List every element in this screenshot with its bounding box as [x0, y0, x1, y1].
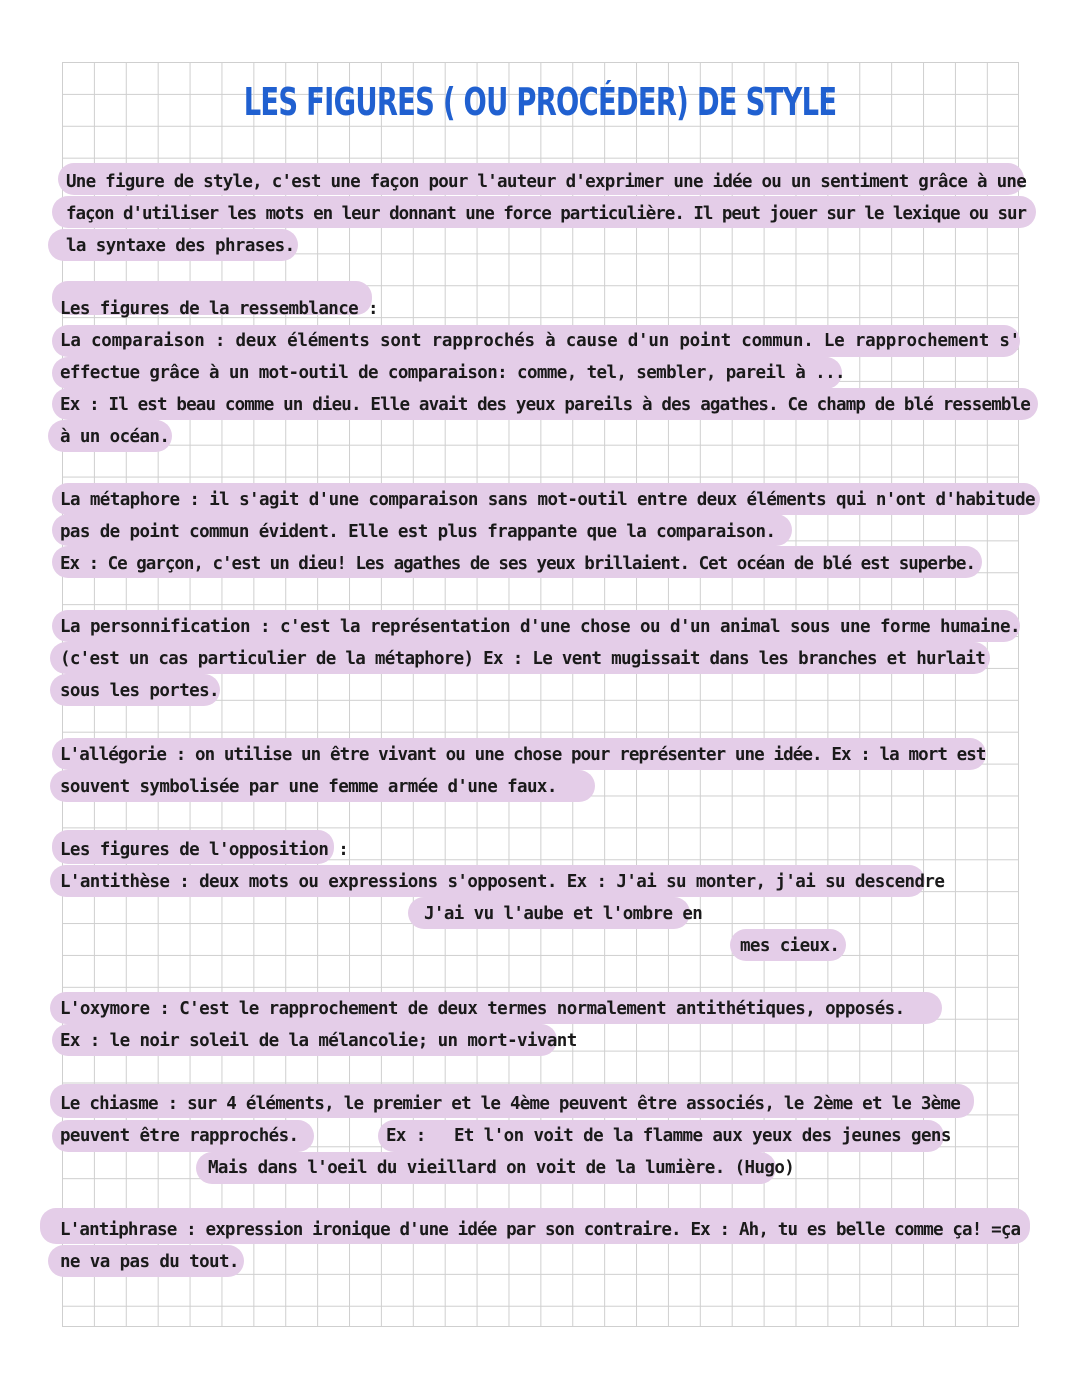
personnification-line-2: (c'est un cas particulier de la métaphore) Ex : Le vent mugissait dans les branches et hurlait — [60, 649, 986, 669]
antiphrase-line-1: L'antiphrase : expression ironique d'une idée par son contraire. Ex : Ah, tu es belle comme ça! =ça — [60, 1220, 1021, 1240]
chiasme-example-2: Mais dans l'oeil du vieillard on voit de la lumière. (Hugo) — [208, 1158, 795, 1178]
comparaison-example-1: Ex : Il est beau comme un dieu. Elle avait des yeux pareils à des agathes. Ce champ de blé ressemble — [60, 395, 1030, 415]
personnification-line-1: La personnification : c'est la représentation d'une chose ou d'un animal sous une forme humaine. — [60, 617, 1020, 637]
intro-line-2: façon d'utiliser les mots en leur donnant une force particulière. Il peut jouer sur le lexique ou sur — [66, 204, 1026, 224]
antithese-example-line-2: J'ai vu l'aube et l'ombre en — [424, 904, 703, 924]
allegorie-line-1: L'allégorie : on utilise un être vivant ou une chose pour représenter une idée. Ex : la mort est — [60, 745, 986, 765]
ressemblance-heading: Les figures de la ressemblance : — [60, 299, 378, 319]
comparaison-line-1: La comparaison : deux éléments sont rapprochés à cause d'un point commun. Le rapprochement s' — [60, 331, 1020, 351]
metaphore-line-1: La métaphore : il s'agit d'une comparaison sans mot-outil entre deux éléments qui n'ont d'habitude — [60, 490, 1035, 510]
oxymore-line-1: L'oxymore : C'est le rapprochement de deux termes normalement antithétiques, opposés. — [60, 999, 905, 1019]
comparaison-line-2: effectue grâce à un mot-outil de comparaison: comme, tel, sembler, pareil à ... — [60, 363, 845, 383]
personnification-line-3: sous les portes. — [60, 681, 219, 701]
metaphore-example: Ex : Ce garçon, c'est un dieu! Les agathes de ses yeux brillaient. Cet océan de blé est superbe. — [60, 554, 975, 574]
antithese-line-1: L'antithèse : deux mots ou expressions s'opposent. Ex : J'ai su monter, j'ai su descendre — [60, 872, 945, 892]
opposition-heading: Les figures de l'opposition : — [60, 840, 349, 860]
antiphrase-line-2: ne va pas du tout. — [60, 1252, 239, 1272]
metaphore-line-2: pas de point commun évident. Elle est plus frappante que la comparaison. — [60, 522, 776, 542]
chiasme-line-2: peuvent être rapprochés. — [60, 1126, 299, 1146]
allegorie-line-2: souvent symbolisée par une femme armée d'une faux. — [60, 777, 557, 797]
chiasme-line-1: Le chiasme : sur 4 éléments, le premier et le 4ème peuvent être associés, le 2ème et le 3ème — [60, 1094, 960, 1114]
antithese-example-line-3: mes cieux. — [740, 936, 840, 956]
oxymore-example: Ex : le noir soleil de la mélancolie; un mort-vivant — [60, 1031, 577, 1051]
chiasme-example-1: Et l'on voit de la flamme aux yeux des jeunes gens — [454, 1126, 951, 1146]
chiasme-ex-label: Ex : — [386, 1126, 426, 1146]
comparaison-example-2: à un océan. — [60, 427, 170, 447]
page-title: LES FIGURES ( OU PROCÉDER) DE STYLE — [243, 80, 837, 124]
intro-line-3: la syntaxe des phrases. — [66, 236, 295, 256]
intro-line-1: Une figure de style, c'est une façon pour l'auteur d'exprimer une idée ou un sentiment grâce à une — [66, 172, 1026, 192]
